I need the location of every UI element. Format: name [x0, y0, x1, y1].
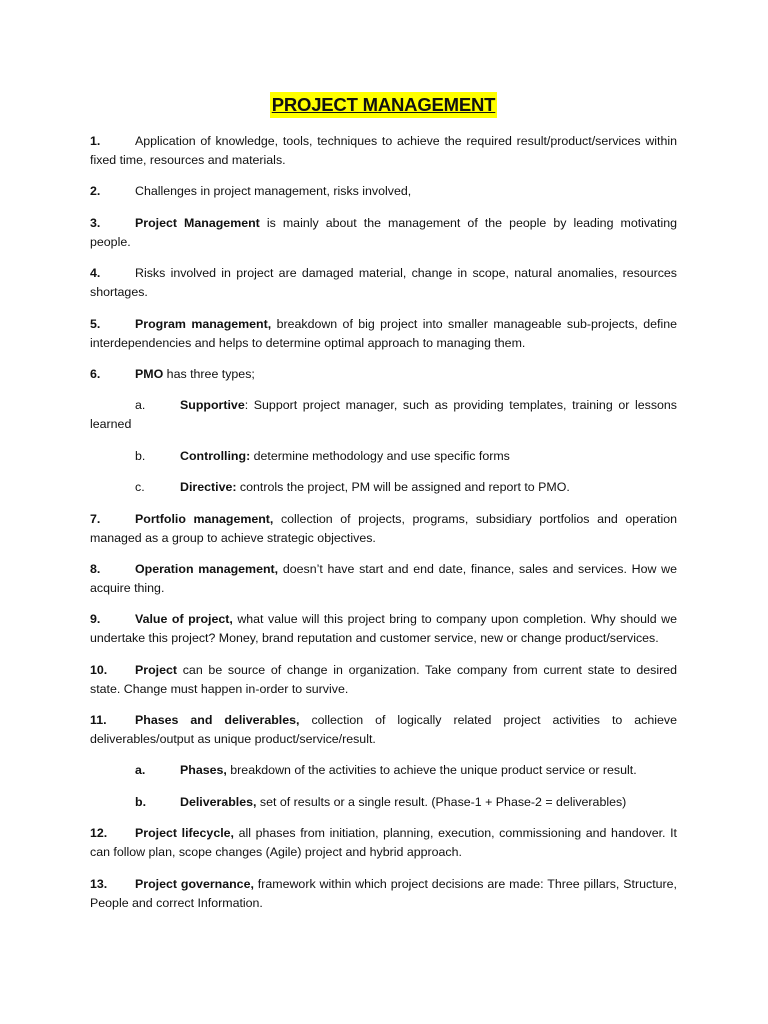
list-item-11: [90, 711, 677, 749]
item-number: 9.: [90, 612, 101, 627]
item-text: determine methodology and use specific forms: [250, 448, 510, 463]
item-text: collection of logically related project activities to achieve deliverables/output as unique product/service/result.: [90, 713, 678, 747]
list-item-6: [90, 365, 677, 384]
item-number: 5.: [90, 316, 101, 331]
sub-item-6b: [90, 447, 677, 466]
item-text: Challenges in project management, risks involved,: [135, 184, 412, 199]
item-term: Controlling:: [180, 448, 251, 463]
list-item-2: [90, 182, 677, 201]
sub-item-6a: [90, 396, 677, 434]
item-number: 3.: [90, 215, 101, 230]
item-term: Phases and deliverables,: [135, 713, 300, 728]
item-term: Directive:: [180, 480, 237, 495]
item-term: Operation management,: [135, 561, 279, 576]
item-number: 4.: [90, 266, 101, 281]
item-text: can be source of change in organization. Take company from current state to desired state. Change must happen in-order to survive.: [90, 662, 677, 696]
list-item-8: [90, 560, 677, 598]
item-text: set of results or a single result. (Phase-1 + Phase-2 = deliverables): [256, 794, 627, 809]
item-number: 7.: [90, 511, 101, 526]
sub-item-letter: a.: [135, 398, 146, 413]
list-item-13: [90, 875, 677, 913]
item-term: Project governance,: [135, 876, 254, 891]
sub-item-11b: [90, 793, 677, 812]
list-item-4: [90, 264, 677, 302]
item-term: Value of project,: [135, 612, 233, 627]
list-item-3: [90, 214, 677, 252]
item-term: Supportive: [180, 398, 245, 413]
item-term: Deliverables,: [180, 794, 257, 809]
item-text: framework within which project decisions are made: Three pillars, Structure, People and correct Information.: [90, 876, 677, 910]
item-text: what value will this project bring to company upon completion. Why should we undertake this project? Money, brand reputation and customer service, new or change product/services.: [90, 612, 677, 646]
sub-item-11a: [90, 761, 677, 780]
item-text: is mainly about the management of the people by leading motivating people.: [90, 215, 677, 249]
title-wrap: [90, 92, 677, 118]
item-number: 11.: [90, 713, 107, 728]
sub-item-letter: a.: [135, 763, 146, 778]
item-number: 6.: [90, 366, 101, 381]
item-term: Project Management: [135, 215, 260, 230]
sub-item-letter: b.: [135, 794, 147, 809]
page-title: PROJECT MANAGEMENT: [270, 92, 498, 118]
list-item-9: [90, 610, 677, 648]
sub-item-6c: [90, 478, 677, 497]
item-term: Project: [135, 662, 178, 677]
item-text: breakdown of big project into smaller manageable sub-projects, define interdependencies and helps to determine optimal approach to managing them.: [90, 316, 677, 350]
item-text: breakdown of the activities to achieve the unique product service or result.: [226, 763, 637, 778]
item-term: Phases,: [180, 763, 227, 778]
list-item-5: [90, 315, 677, 353]
item-text: all phases from initiation, planning, execution, commissioning and handover. It can follow plan, scope changes (Agile) project and hybrid approach.: [90, 826, 677, 860]
document-page: [90, 92, 677, 923]
item-text: Application of knowledge, tools, techniques to achieve the required result/product/services within fixed time, resources and materials.: [90, 134, 677, 167]
item-text: Risks involved in project are damaged material, change in scope, natural anomalies, resources shortages.: [90, 266, 677, 300]
item-text: doesn’t have start and end date, finance, sales and services. How we acquire thing.: [90, 561, 677, 595]
item-term: Program management,: [135, 316, 272, 331]
item-text: controls the project, PM will be assigned and report to PMO.: [236, 480, 570, 495]
item-text: collection of projects, programs, subsidiary portfolios and operation managed as a group to achieve strategic objectives.: [90, 511, 677, 545]
sub-item-letter: c.: [135, 480, 145, 495]
item-number: 12.: [90, 826, 108, 841]
item-term: Portfolio management,: [135, 511, 274, 526]
item-term: Project lifecycle,: [135, 826, 234, 841]
item-term: PMO: [135, 366, 164, 381]
list-item-12: [90, 824, 677, 862]
list-item-10: [90, 661, 677, 699]
item-text: : Support project manager, such as providing templates, training or lessons learned: [90, 398, 677, 432]
list-item-1: [90, 132, 677, 170]
list-item-7: [90, 510, 677, 548]
item-number: 1.: [90, 134, 101, 148]
item-number: 10.: [90, 662, 108, 677]
item-number: 13.: [90, 876, 108, 891]
item-number: 8.: [90, 561, 101, 576]
sub-item-letter: b.: [135, 448, 146, 463]
item-text: has three types;: [163, 366, 255, 381]
item-number: 2.: [90, 184, 101, 199]
